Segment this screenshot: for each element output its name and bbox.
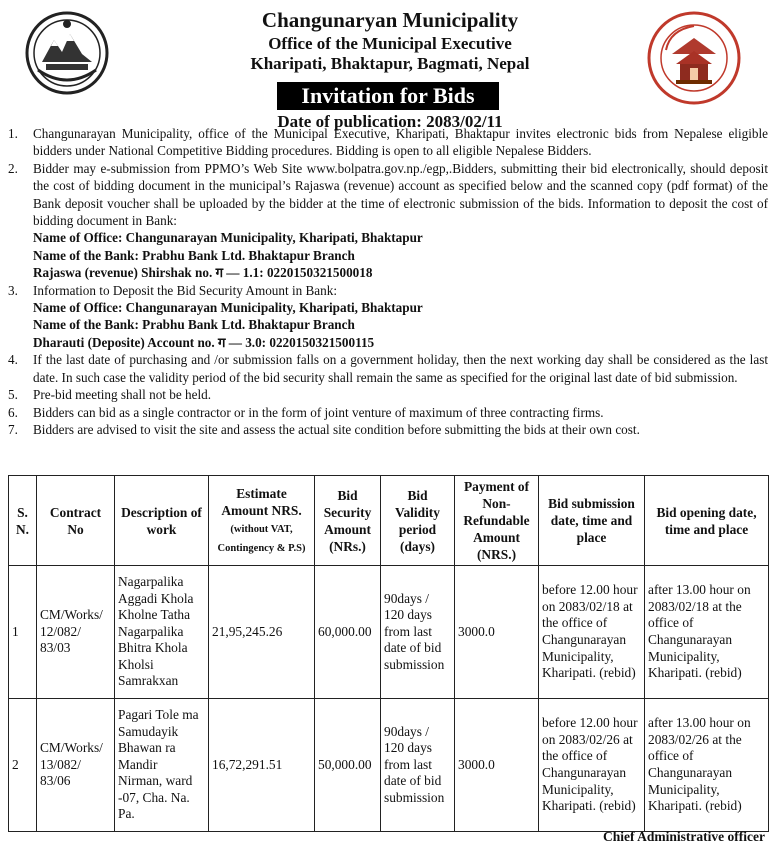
bank-line: Name of the Bank: Prabhu Bank Ltd. Bhaktapur Branch bbox=[33, 247, 355, 263]
col-contract: Contract No bbox=[37, 476, 115, 566]
table-row bbox=[9, 566, 769, 699]
cell-payment: 3000.0 bbox=[455, 699, 539, 832]
item-text: If the last date of purchasing and /or submission falls on a government holiday, then the next working day shall be considered as the last date. In such case the validity period of the bid security shall remain the same as specified for the original last date of bid submission. bbox=[33, 352, 768, 385]
notice-header bbox=[0, 8, 777, 131]
account-line: Dharauti (Deposite) Account no. ग — 3.0: 0220150321500115 bbox=[33, 334, 375, 350]
cell-opening: after 13.00 hour on 2083/02/26 at the office of Changunarayan Municipality, Kharipati. (rebid) bbox=[645, 699, 769, 832]
account-line: Rajaswa (revenue) Shirshak no. ग — 1.1: 0220150321500018 bbox=[33, 265, 373, 281]
cell-estimate: 21,95,245.26 bbox=[209, 566, 315, 699]
cell-submission: before 12.00 hour on 2083/02/18 at the office of Changunarayan Municipality, Kharipati. (rebid) bbox=[539, 566, 645, 699]
cell-security: 60,000.00 bbox=[315, 566, 381, 699]
list-item: 6. Bidders can bid as a single contractor or in the form of joint venture of maximum of three contracting firms. bbox=[8, 404, 604, 420]
list-item: 1. Changunarayan Municipality, office of the Municipal Executive, Kharipati, Bhaktapur invites electronic bids from Nepalese eligible bidders under National Competitive Bidding procedures. Bidding is open to all eligible Nepalese Bidders. bbox=[8, 126, 768, 159]
signature-title: Chief Administrative officer bbox=[603, 829, 765, 844]
col-opening: Bid opening date, time and place bbox=[645, 476, 769, 566]
cell-security: 50,000.00 bbox=[315, 699, 381, 832]
cell-sn: 1 bbox=[9, 566, 37, 699]
list-item: 3. Information to Deposit the Bid Security Amount in Bank: Name of Office: Changunarayan Municipality, Kharipati, Bhaktapur Name of the Bank: Prabhu Bank Ltd. Bhaktapur Branch Dharauti (Deposite) Account no. ग — 3.0: 0220150321500115 bbox=[8, 282, 768, 352]
nepal-emblem-icon bbox=[24, 10, 110, 96]
office-line: Name of Office: Changunarayan Municipality, Kharipati, Bhaktapur bbox=[33, 230, 423, 246]
item-text: Bidders are advised to visit the site and assess the actual site condition before submitting the bids at their own cost. bbox=[33, 421, 640, 437]
item-text: Bidder may e-submission from PPMO’s Web Site www.bolpatra.gov.np./egp,.Bidders, submitting their bid electronically, should deposit the cost of bidding document in the municipal’s Rajaswa (revenue) account as specified below and the scanned copy (pdf format) of the Bank deposit voucher shall be uploaded by the bidder at the time of electronic submission of the bids. Information to deposit the cost of bidding document in Bank: bbox=[33, 160, 768, 229]
municipality-seal-icon bbox=[646, 10, 742, 106]
col-description: Description of work bbox=[115, 476, 209, 566]
office-address: Kharipati, Bhaktapur, Bagmati, Nepal bbox=[250, 54, 530, 73]
cell-estimate: 16,72,291.51 bbox=[209, 699, 315, 832]
municipality-name: Changunaryan Municipality bbox=[261, 8, 519, 32]
col-sn: S. N. bbox=[9, 476, 37, 566]
col-validity: Bid Validity period (days) bbox=[381, 476, 455, 566]
item-text: Changunarayan Municipality, office of the Municipal Executive, Kharipati, Bhaktapur invites electronic bids from Nepalese eligible bidders under National Competitive Bidding procedures. Bidding is open to all eligible Nepalese Bidders. bbox=[33, 126, 768, 159]
cell-sn: 2 bbox=[9, 699, 37, 832]
office-line: Name of Office: Changunarayan Municipality, Kharipati, Bhaktapur bbox=[33, 300, 423, 316]
office-name: Office of the Municipal Executive bbox=[268, 34, 512, 53]
estimate-note: (without VAT, Contingency & P.S) bbox=[217, 523, 306, 554]
bank-line: Name of the Bank: Prabhu Bank Ltd. Bhaktapur Branch bbox=[33, 317, 355, 333]
cell-description: Nagarpalika Aggadi Khola Kholne Tatha Nagarpalika Bhitra Khola Kholsi Samrakxan bbox=[115, 566, 209, 699]
list-item: 2. Bidder may e-submission from PPMO’s Web Site www.bolpatra.gov.np./egp,.Bidders, submitting their bid electronically, should deposit the cost of bidding document in the municipal’s Rajaswa (revenue) account as specified below and the scanned copy (pdf format) of the Bank deposit voucher shall be uploaded by the bidder at the time of electronic submission of the bids. Information to deposit the cost of bidding document in Bank: Name of Office: Changunarayan Municipality, Kharipati, Bhaktapur Name of the Bank: Prabhu Bank Ltd. Bhaktapur Branch Rajaswa (revenue) Shirshak no. ग — 1.1: 0220150321500018 bbox=[8, 160, 768, 281]
item-text: Bidders can bid as a single contractor or in the form of joint venture of maximum of three contracting firms. bbox=[33, 404, 604, 420]
col-payment: Payment of Non-Refundable Amount (NRS.) bbox=[455, 476, 539, 566]
cell-opening: after 13.00 hour on 2083/02/18 at the office of Changunarayan Municipality, Kharipati. (rebid) bbox=[645, 566, 769, 699]
item-text: Pre-bid meeting shall not be held. bbox=[33, 387, 211, 403]
table-row bbox=[9, 699, 769, 832]
cell-validity: 90days / 120 days from last date of bid submission bbox=[381, 699, 455, 832]
bids-table bbox=[8, 475, 769, 832]
cell-submission: before 12.00 hour on 2083/02/26 at the office of Changunarayan Municipality, Kharipati. (rebid) bbox=[539, 699, 645, 832]
cell-validity: 90days / 120 days from last date of bid submission bbox=[381, 566, 455, 699]
col-security: Bid Security Amount (NRs.) bbox=[315, 476, 381, 566]
publication-date: Date of publication: 2083/02/11 bbox=[277, 112, 503, 131]
col-estimate: Estimate Amount NRS. (without VAT, Contingency & P.S) bbox=[209, 476, 315, 566]
cell-contract: CM/Works/ 13/082/ 83/06 bbox=[37, 699, 115, 832]
cell-description: Pagari Tole ma Samudayik Bhawan ra Mandir Nirman, ward -07, Cha. Na. Pa. bbox=[115, 699, 209, 832]
cell-contract: CM/Works/ 12/082/ 83/03 bbox=[37, 566, 115, 699]
table-header-row bbox=[9, 476, 769, 566]
list-item: 5. Pre-bid meeting shall not be held. bbox=[8, 387, 211, 403]
notice-title-banner: Invitation for Bids bbox=[277, 82, 499, 110]
cell-payment: 3000.0 bbox=[455, 566, 539, 699]
col-submission: Bid submission date, time and place bbox=[539, 476, 645, 566]
bid-conditions-list bbox=[8, 125, 768, 438]
list-item: 4. If the last date of purchasing and /or submission falls on a government holiday, then the next working day shall be considered as the last date. In such case the validity period of the bid security shall remain the same as specified for the original last date of bid submission. bbox=[8, 352, 768, 385]
list-item: 7. Bidders are advised to visit the site and assess the actual site condition before submitting the bids at their own cost. bbox=[8, 421, 640, 437]
item-text: Information to Deposit the Bid Security Amount in Bank: bbox=[33, 282, 338, 298]
